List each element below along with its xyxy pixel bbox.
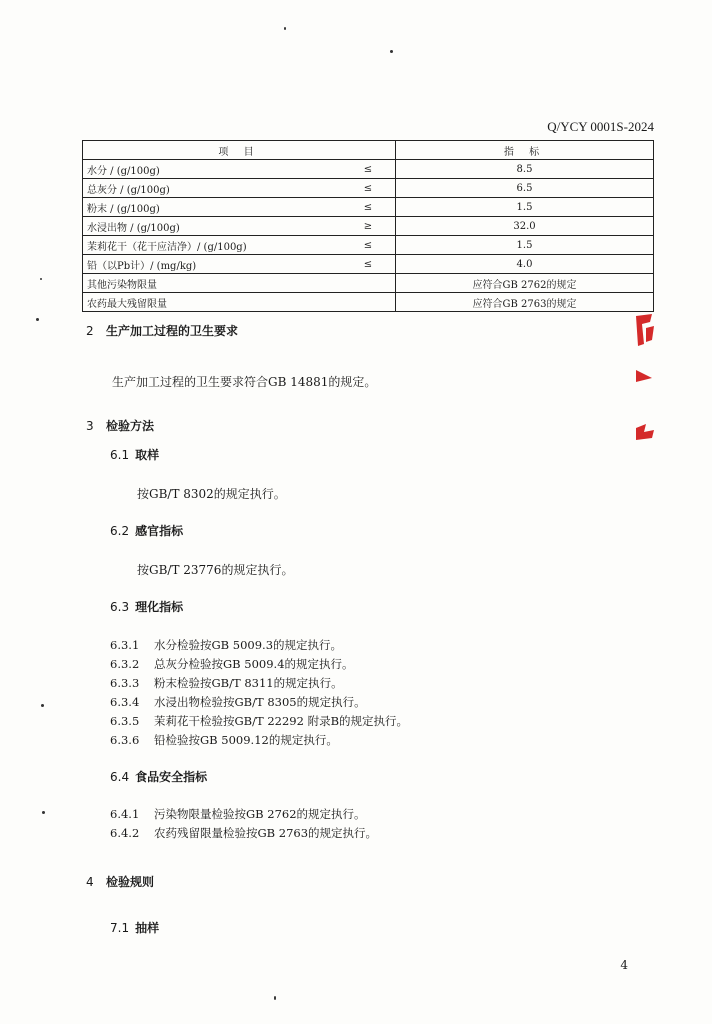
item-number: 6.3.6 xyxy=(110,733,140,747)
row-name: 粉末 / (g/100g) xyxy=(83,198,342,217)
section-heading-2 xyxy=(86,322,238,339)
subsection-6-2-text: 按GB/T 23776的规定执行。 xyxy=(137,563,294,577)
section-2-text: 生产加工过程的卫生要求符合GB 14881的规定。 xyxy=(112,375,377,389)
scan-speck xyxy=(41,704,44,707)
subsection-heading-6-1 xyxy=(110,446,159,463)
item-number: 6.3.1 xyxy=(110,638,140,652)
list-item xyxy=(110,694,366,710)
list-item xyxy=(110,732,338,748)
row-name: 茉莉花干（花干应洁净）/ (g/100g) xyxy=(83,236,342,255)
subsection-number: 7.1 xyxy=(110,921,130,935)
list-item xyxy=(110,806,366,822)
row-value: 1.5 xyxy=(396,236,654,255)
scan-speck xyxy=(42,811,45,814)
partial-stamp-graphic xyxy=(630,310,660,450)
subsection-number: 6.3 xyxy=(110,600,130,614)
subsection-title: 食品安全指标 xyxy=(135,770,208,784)
list-item xyxy=(110,713,408,729)
row-name: 水分 / (g/100g) xyxy=(83,160,342,179)
table-row xyxy=(83,255,654,274)
item-number: 6.3.4 xyxy=(110,695,140,709)
section-number: 2 xyxy=(86,324,94,338)
scan-speck xyxy=(284,27,286,30)
row-value: 8.5 xyxy=(396,160,654,179)
row-name: 农药最大残留限量 xyxy=(83,293,396,312)
section-number: 4 xyxy=(86,875,94,889)
subsection-6-1-text: 按GB/T 8302的规定执行。 xyxy=(137,487,286,501)
row-name: 总灰分 / (g/100g) xyxy=(83,179,342,198)
header-value: 指 标 xyxy=(396,141,654,160)
row-value: 应符合GB 2763的规定 xyxy=(396,293,654,312)
item-number: 6.3.2 xyxy=(110,657,140,671)
list-item xyxy=(110,656,354,672)
document-code: Q/YCY 0001S-2024 xyxy=(547,119,654,134)
section-heading-3 xyxy=(86,417,154,434)
subsection-heading-6-3 xyxy=(110,598,183,615)
item-text: 水分检验按GB 5009.3的规定执行。 xyxy=(154,638,343,652)
subsection-number: 6.4 xyxy=(110,770,130,784)
item-text: 水浸出物检验按GB/T 8305的规定执行。 xyxy=(154,695,366,709)
table-row xyxy=(83,179,654,198)
item-number: 6.4.1 xyxy=(110,807,140,821)
row-operator: ≤ xyxy=(341,160,396,179)
row-operator: ≥ xyxy=(341,217,396,236)
section-title: 生产加工过程的卫生要求 xyxy=(106,324,239,338)
row-operator: ≤ xyxy=(341,255,396,274)
item-number: 6.4.2 xyxy=(110,826,140,840)
scan-speck xyxy=(36,318,39,321)
header-item: 项 目 xyxy=(83,141,396,160)
row-operator: ≤ xyxy=(341,198,396,217)
section-number: 3 xyxy=(86,419,94,433)
row-name: 铅（以Pb计）/ (mg/kg) xyxy=(83,255,342,274)
row-name: 其他污染物限量 xyxy=(83,274,396,293)
row-operator: ≤ xyxy=(341,179,396,198)
scan-speck xyxy=(390,50,393,53)
row-value: 应符合GB 2762的规定 xyxy=(396,274,654,293)
page-number: 4 xyxy=(620,958,628,972)
item-text: 总灰分检验按GB 5009.4的规定执行。 xyxy=(154,657,354,671)
item-text: 农药残留限量检验按GB 2763的规定执行。 xyxy=(154,826,378,840)
table-row xyxy=(83,293,654,312)
list-item xyxy=(110,825,377,841)
table-row xyxy=(83,274,654,293)
section-title: 检验规则 xyxy=(106,875,155,889)
subsection-title: 抽样 xyxy=(135,921,160,935)
subsection-heading-6-4 xyxy=(110,768,207,785)
item-text: 粉末检验按GB/T 8311的规定执行。 xyxy=(154,676,343,690)
scan-speck xyxy=(40,278,42,280)
subsection-number: 6.2 xyxy=(110,524,130,538)
list-item xyxy=(110,675,343,691)
item-text: 茉莉花干检验按GB/T 22292 附录B的规定执行。 xyxy=(154,714,409,728)
subsection-number: 6.1 xyxy=(110,448,130,462)
subsection-heading-6-2 xyxy=(110,522,183,539)
subsection-heading-7-1 xyxy=(110,919,159,936)
item-number: 6.3.5 xyxy=(110,714,140,728)
row-name: 水浸出物 / (g/100g) xyxy=(83,217,342,236)
row-value: 32.0 xyxy=(396,217,654,236)
table-row xyxy=(83,236,654,255)
spec-table xyxy=(82,140,654,312)
item-text: 污染物限量检验按GB 2762的规定执行。 xyxy=(154,807,366,821)
row-value: 6.5 xyxy=(396,179,654,198)
table-row xyxy=(83,160,654,179)
section-heading-4 xyxy=(86,873,154,890)
item-text: 铅检验按GB 5009.12的规定执行。 xyxy=(154,733,338,747)
table-row xyxy=(83,217,654,236)
scan-speck xyxy=(274,996,276,1000)
subsection-title: 取样 xyxy=(135,448,160,462)
item-number: 6.3.3 xyxy=(110,676,140,690)
list-item xyxy=(110,637,342,653)
table-header-row xyxy=(83,141,654,160)
row-value: 4.0 xyxy=(396,255,654,274)
section-title: 检验方法 xyxy=(106,419,155,433)
subsection-title: 理化指标 xyxy=(135,600,184,614)
subsection-title: 感官指标 xyxy=(135,524,184,538)
row-operator: ≤ xyxy=(341,236,396,255)
table-row xyxy=(83,198,654,217)
row-value: 1.5 xyxy=(396,198,654,217)
